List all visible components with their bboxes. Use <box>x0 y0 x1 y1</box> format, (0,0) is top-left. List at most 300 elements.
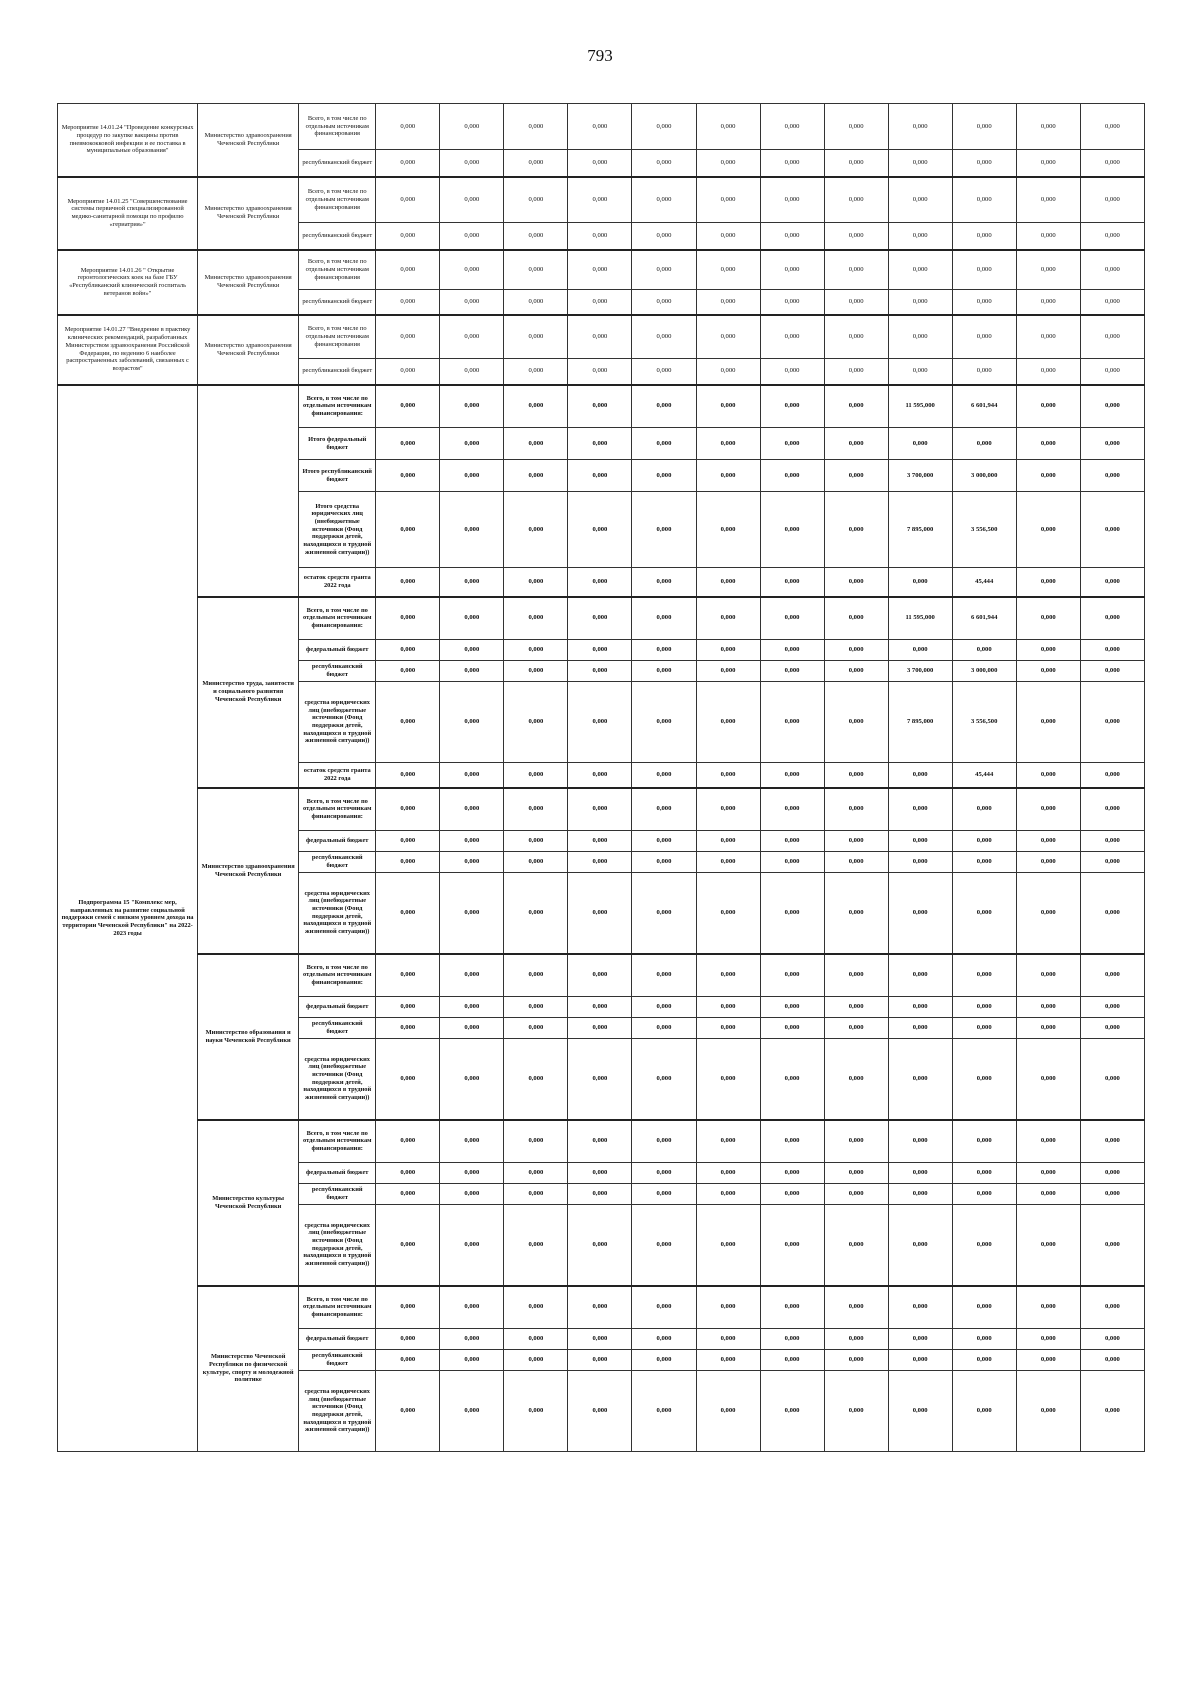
value-cell: 0,000 <box>440 104 504 150</box>
value-cell: 0,000 <box>952 1163 1016 1184</box>
value-cell: 0,000 <box>1080 177 1144 223</box>
funding-source-label: федеральный бюджет <box>299 831 376 852</box>
value-cell: 0,000 <box>632 1184 696 1205</box>
funding-source-label: республиканский бюджет <box>299 1350 376 1371</box>
value-cell: 0,000 <box>504 250 568 290</box>
value-cell: 0,000 <box>696 788 760 831</box>
value-cell: 0,000 <box>568 223 632 250</box>
value-cell: 0,000 <box>952 1120 1016 1163</box>
value-cell: 0,000 <box>440 150 504 177</box>
activity-responsible: Министерство здравоохранения Чеченской Республики <box>198 177 299 250</box>
value-cell: 0,000 <box>504 428 568 460</box>
table-row <box>58 315 1145 359</box>
subprogram-name: Подпрограмма 15 "Комплекс мер, направленных на развитие социальной поддержки семей с низким уровнем дохода на территории Чеченской Республики" на 2022-2023 годы <box>58 385 198 1452</box>
activity-name: Мероприятие 14.01.24 "Проведение конкурсных процедур по закупке вакцины против пневмококковой инфекции и ее поставка в муниципальные образования" <box>58 104 198 177</box>
funding-source-label: федеральный бюджет <box>299 1329 376 1350</box>
value-cell: 0,000 <box>632 1205 696 1286</box>
value-cell: 0,000 <box>504 954 568 997</box>
value-cell: 0,000 <box>824 1018 888 1039</box>
value-cell: 0,000 <box>696 290 760 315</box>
value-cell: 0,000 <box>632 428 696 460</box>
value-cell: 0,000 <box>888 290 952 315</box>
value-cell: 0,000 <box>696 682 760 763</box>
value-cell: 0,000 <box>760 873 824 954</box>
value-cell: 0,000 <box>888 763 952 788</box>
value-cell: 0,000 <box>504 997 568 1018</box>
value-cell: 0,000 <box>952 1039 1016 1120</box>
funding-source-label: Всего, в том числе по отдельным источникам финансирования: <box>299 788 376 831</box>
value-cell: 0,000 <box>1080 954 1144 997</box>
value-cell: 0,000 <box>1080 873 1144 954</box>
value-cell: 0,000 <box>696 831 760 852</box>
value-cell: 0,000 <box>760 661 824 682</box>
value-cell: 0,000 <box>376 104 440 150</box>
value-cell: 0,000 <box>760 223 824 250</box>
value-cell: 0,000 <box>952 104 1016 150</box>
value-cell: 0,000 <box>952 640 1016 661</box>
value-cell: 0,000 <box>888 1371 952 1452</box>
value-cell: 3 556,500 <box>952 492 1016 568</box>
value-cell: 0,000 <box>1080 997 1144 1018</box>
value-cell: 0,000 <box>952 223 1016 250</box>
value-cell: 0,000 <box>440 788 504 831</box>
value-cell: 0,000 <box>696 640 760 661</box>
value-cell: 0,000 <box>696 997 760 1018</box>
value-cell: 0,000 <box>888 1329 952 1350</box>
value-cell: 0,000 <box>1016 428 1080 460</box>
value-cell: 0,000 <box>440 1205 504 1286</box>
value-cell: 0,000 <box>696 177 760 223</box>
value-cell: 0,000 <box>1016 460 1080 492</box>
value-cell: 0,000 <box>504 1120 568 1163</box>
value-cell: 0,000 <box>440 290 504 315</box>
group-responsible: Министерство образования и науки Чеченской Республики <box>198 954 299 1120</box>
table-row <box>58 250 1145 290</box>
value-cell: 0,000 <box>1016 290 1080 315</box>
value-cell: 0,000 <box>696 568 760 597</box>
value-cell: 0,000 <box>1080 428 1144 460</box>
activity-name: Мероприятие 14.01.26 " Открытие геронтологических коек на базе ГБУ «Республиканский клинический госпиталь ветеранов войн»" <box>58 250 198 315</box>
value-cell: 0,000 <box>760 852 824 873</box>
value-cell: 0,000 <box>632 1039 696 1120</box>
value-cell: 0,000 <box>760 359 824 385</box>
value-cell: 0,000 <box>888 1184 952 1205</box>
funding-source-label: республиканский бюджет <box>299 359 376 385</box>
value-cell: 0,000 <box>632 873 696 954</box>
value-cell: 0,000 <box>440 1350 504 1371</box>
value-cell: 0,000 <box>760 1329 824 1350</box>
value-cell: 0,000 <box>1080 492 1144 568</box>
value-cell: 0,000 <box>1016 852 1080 873</box>
funding-source-label: республиканский бюджет <box>299 223 376 250</box>
value-cell: 0,000 <box>824 954 888 997</box>
value-cell: 0,000 <box>888 1018 952 1039</box>
funding-source-label: Всего, в том числе по отдельным источникам финансирования: <box>299 1286 376 1329</box>
value-cell: 0,000 <box>568 1163 632 1184</box>
value-cell: 0,000 <box>760 831 824 852</box>
value-cell: 0,000 <box>1080 788 1144 831</box>
value-cell: 0,000 <box>760 640 824 661</box>
value-cell: 0,000 <box>888 873 952 954</box>
value-cell: 0,000 <box>696 873 760 954</box>
value-cell: 0,000 <box>888 1039 952 1120</box>
value-cell: 0,000 <box>1016 177 1080 223</box>
value-cell: 0,000 <box>376 177 440 223</box>
value-cell: 0,000 <box>824 315 888 359</box>
value-cell: 0,000 <box>504 290 568 315</box>
value-cell: 0,000 <box>632 640 696 661</box>
value-cell: 0,000 <box>440 852 504 873</box>
value-cell: 0,000 <box>952 150 1016 177</box>
value-cell: 0,000 <box>1080 385 1144 428</box>
value-cell: 0,000 <box>696 359 760 385</box>
value-cell: 0,000 <box>376 597 440 640</box>
value-cell: 0,000 <box>632 1163 696 1184</box>
table-row <box>58 1120 1145 1163</box>
value-cell: 0,000 <box>376 1205 440 1286</box>
funding-source-label: республиканский бюджет <box>299 290 376 315</box>
value-cell: 0,000 <box>568 250 632 290</box>
value-cell: 0,000 <box>568 1350 632 1371</box>
value-cell: 0,000 <box>888 852 952 873</box>
value-cell: 11 595,000 <box>888 597 952 640</box>
value-cell: 0,000 <box>440 568 504 597</box>
value-cell: 0,000 <box>1016 1205 1080 1286</box>
value-cell: 0,000 <box>504 1039 568 1120</box>
value-cell: 0,000 <box>1080 460 1144 492</box>
table-row <box>58 597 1145 640</box>
value-cell: 0,000 <box>696 385 760 428</box>
value-cell: 0,000 <box>568 997 632 1018</box>
value-cell: 0,000 <box>760 290 824 315</box>
value-cell: 0,000 <box>632 682 696 763</box>
value-cell: 0,000 <box>760 997 824 1018</box>
value-cell: 0,000 <box>824 385 888 428</box>
value-cell: 0,000 <box>376 1184 440 1205</box>
value-cell: 0,000 <box>1016 954 1080 997</box>
value-cell: 0,000 <box>568 460 632 492</box>
value-cell: 0,000 <box>824 788 888 831</box>
value-cell: 0,000 <box>760 150 824 177</box>
value-cell: 0,000 <box>1080 682 1144 763</box>
value-cell: 0,000 <box>760 428 824 460</box>
value-cell: 0,000 <box>696 250 760 290</box>
value-cell: 0,000 <box>888 177 952 223</box>
table-row <box>58 954 1145 997</box>
value-cell: 0,000 <box>440 1329 504 1350</box>
value-cell: 0,000 <box>1016 831 1080 852</box>
value-cell: 0,000 <box>376 315 440 359</box>
value-cell: 0,000 <box>632 250 696 290</box>
funding-source-label: республиканский бюджет <box>299 852 376 873</box>
value-cell: 0,000 <box>440 1163 504 1184</box>
activity-responsible: Министерство здравоохранения Чеченской Республики <box>198 250 299 315</box>
activity-name: Мероприятие 14.01.27 "Внедрение в практику клинических рекомендаций, разработанных Министерством здравоохранения Российской Федерации, по ведению 6 наиболее распространенных заболеваний, связанных с возрастом" <box>58 315 198 385</box>
value-cell: 0,000 <box>824 150 888 177</box>
value-cell: 0,000 <box>888 1350 952 1371</box>
value-cell: 0,000 <box>1016 1120 1080 1163</box>
value-cell: 0,000 <box>504 150 568 177</box>
value-cell: 0,000 <box>376 568 440 597</box>
value-cell: 0,000 <box>1080 104 1144 150</box>
value-cell: 11 595,000 <box>888 385 952 428</box>
value-cell: 0,000 <box>568 661 632 682</box>
value-cell: 0,000 <box>760 568 824 597</box>
group-responsible: Министерство здравоохранения Чеченской Республики <box>198 788 299 954</box>
value-cell: 0,000 <box>952 1286 1016 1329</box>
value-cell: 0,000 <box>568 763 632 788</box>
value-cell: 0,000 <box>760 250 824 290</box>
value-cell: 3 000,000 <box>952 661 1016 682</box>
value-cell: 0,000 <box>568 359 632 385</box>
value-cell: 0,000 <box>952 954 1016 997</box>
value-cell: 0,000 <box>1016 1018 1080 1039</box>
value-cell: 0,000 <box>888 1120 952 1163</box>
value-cell: 0,000 <box>1016 763 1080 788</box>
value-cell: 0,000 <box>1080 315 1144 359</box>
funding-source-label: Всего, в том числе по отдельным источникам финансирования <box>299 104 376 150</box>
value-cell: 0,000 <box>952 852 1016 873</box>
value-cell: 0,000 <box>376 250 440 290</box>
value-cell: 0,000 <box>440 428 504 460</box>
value-cell: 0,000 <box>952 359 1016 385</box>
value-cell: 0,000 <box>1080 831 1144 852</box>
value-cell: 0,000 <box>824 682 888 763</box>
value-cell: 0,000 <box>632 852 696 873</box>
table-row <box>58 177 1145 223</box>
value-cell: 0,000 <box>952 250 1016 290</box>
value-cell: 0,000 <box>1080 1350 1144 1371</box>
value-cell: 0,000 <box>568 954 632 997</box>
funding-source-label: средства юридических лиц (внебюджетные источники (Фонд поддержки детей, находящихся в трудной жизненной ситуации)) <box>299 1205 376 1286</box>
value-cell: 45,444 <box>952 568 1016 597</box>
value-cell: 0,000 <box>1080 763 1144 788</box>
value-cell: 0,000 <box>952 1350 1016 1371</box>
value-cell: 0,000 <box>760 104 824 150</box>
funding-source-label: республиканский бюджет <box>299 1184 376 1205</box>
value-cell: 0,000 <box>952 428 1016 460</box>
value-cell: 0,000 <box>1016 1286 1080 1329</box>
value-cell: 7 895,000 <box>888 492 952 568</box>
value-cell: 0,000 <box>440 1120 504 1163</box>
value-cell: 0,000 <box>632 763 696 788</box>
value-cell: 0,000 <box>760 492 824 568</box>
value-cell: 0,000 <box>440 1018 504 1039</box>
value-cell: 0,000 <box>376 460 440 492</box>
value-cell: 0,000 <box>568 682 632 763</box>
value-cell: 0,000 <box>504 763 568 788</box>
value-cell: 0,000 <box>952 177 1016 223</box>
value-cell: 3 700,000 <box>888 661 952 682</box>
value-cell: 0,000 <box>760 1286 824 1329</box>
value-cell: 0,000 <box>632 460 696 492</box>
value-cell: 0,000 <box>504 852 568 873</box>
value-cell: 0,000 <box>632 1329 696 1350</box>
value-cell: 0,000 <box>440 873 504 954</box>
funding-source-label: федеральный бюджет <box>299 997 376 1018</box>
value-cell: 0,000 <box>824 1371 888 1452</box>
table-row <box>58 788 1145 831</box>
value-cell: 0,000 <box>888 250 952 290</box>
value-cell: 0,000 <box>376 1018 440 1039</box>
value-cell: 0,000 <box>888 104 952 150</box>
value-cell: 0,000 <box>504 1184 568 1205</box>
value-cell: 0,000 <box>568 640 632 661</box>
funding-source-label: Всего, в том числе по отдельным источникам финансирования: <box>299 1120 376 1163</box>
value-cell: 0,000 <box>632 150 696 177</box>
value-cell: 0,000 <box>696 150 760 177</box>
value-cell: 0,000 <box>376 873 440 954</box>
value-cell: 0,000 <box>824 1120 888 1163</box>
value-cell: 0,000 <box>504 1329 568 1350</box>
value-cell: 0,000 <box>504 223 568 250</box>
value-cell: 0,000 <box>1080 661 1144 682</box>
value-cell: 0,000 <box>504 873 568 954</box>
value-cell: 0,000 <box>696 1163 760 1184</box>
value-cell: 0,000 <box>632 359 696 385</box>
value-cell: 0,000 <box>504 682 568 763</box>
value-cell: 0,000 <box>1016 640 1080 661</box>
value-cell: 0,000 <box>568 385 632 428</box>
value-cell: 0,000 <box>824 1039 888 1120</box>
table-row <box>58 1286 1145 1329</box>
value-cell: 0,000 <box>376 763 440 788</box>
value-cell: 0,000 <box>440 223 504 250</box>
value-cell: 0,000 <box>824 597 888 640</box>
value-cell: 0,000 <box>632 788 696 831</box>
value-cell: 0,000 <box>440 1286 504 1329</box>
value-cell: 0,000 <box>504 640 568 661</box>
value-cell: 0,000 <box>632 661 696 682</box>
value-cell: 0,000 <box>760 385 824 428</box>
value-cell: 0,000 <box>568 1039 632 1120</box>
activity-name: Мероприятие 14.01.25 "Совершенствование системы первичной специализированной медико-санитарной помощи по профилю «гериатрия»" <box>58 177 198 250</box>
value-cell: 0,000 <box>952 1371 1016 1452</box>
value-cell: 0,000 <box>888 640 952 661</box>
value-cell: 0,000 <box>696 1350 760 1371</box>
value-cell: 0,000 <box>1016 104 1080 150</box>
value-cell: 0,000 <box>952 873 1016 954</box>
value-cell: 0,000 <box>696 597 760 640</box>
funding-source-label: средства юридических лиц (внебюджетные источники (Фонд поддержки детей, находящихся в трудной жизненной ситуации)) <box>299 1039 376 1120</box>
value-cell: 0,000 <box>824 568 888 597</box>
value-cell: 0,000 <box>952 831 1016 852</box>
funding-source-label: остаток средств гранта 2022 года <box>299 763 376 788</box>
value-cell: 0,000 <box>1080 1018 1144 1039</box>
value-cell: 0,000 <box>824 428 888 460</box>
value-cell: 0,000 <box>696 661 760 682</box>
value-cell: 0,000 <box>824 460 888 492</box>
value-cell: 0,000 <box>440 1371 504 1452</box>
value-cell: 0,000 <box>696 1371 760 1452</box>
value-cell: 0,000 <box>824 1329 888 1350</box>
value-cell: 0,000 <box>824 223 888 250</box>
value-cell: 0,000 <box>504 359 568 385</box>
value-cell: 0,000 <box>1016 1039 1080 1120</box>
funding-source-label: республиканский бюджет <box>299 661 376 682</box>
value-cell: 0,000 <box>440 661 504 682</box>
value-cell: 0,000 <box>1016 359 1080 385</box>
value-cell: 0,000 <box>376 1120 440 1163</box>
funding-source-label: средства юридических лиц (внебюджетные источники (Фонд поддержки детей, находящихся в трудной жизненной ситуации)) <box>299 873 376 954</box>
value-cell: 0,000 <box>440 640 504 661</box>
value-cell: 0,000 <box>568 290 632 315</box>
value-cell: 0,000 <box>440 315 504 359</box>
value-cell: 0,000 <box>824 873 888 954</box>
value-cell: 6 601,944 <box>952 385 1016 428</box>
value-cell: 0,000 <box>1080 223 1144 250</box>
value-cell: 0,000 <box>952 997 1016 1018</box>
page-number: 793 <box>587 46 613 65</box>
value-cell: 0,000 <box>1016 385 1080 428</box>
value-cell: 0,000 <box>440 1184 504 1205</box>
value-cell: 0,000 <box>504 788 568 831</box>
value-cell: 0,000 <box>824 640 888 661</box>
value-cell: 0,000 <box>504 1286 568 1329</box>
funding-source-label: Всего, в том числе по отдельным источникам финансирования: <box>299 597 376 640</box>
value-cell: 0,000 <box>824 661 888 682</box>
value-cell: 0,000 <box>1016 150 1080 177</box>
value-cell: 0,000 <box>1080 150 1144 177</box>
group-responsible <box>198 385 299 597</box>
value-cell: 0,000 <box>504 661 568 682</box>
value-cell: 0,000 <box>440 250 504 290</box>
value-cell: 0,000 <box>376 997 440 1018</box>
activity-responsible: Министерство здравоохранения Чеченской Республики <box>198 315 299 385</box>
value-cell: 0,000 <box>696 315 760 359</box>
group-responsible: Министерство труда, занятости и социального развития Чеченской Республики <box>198 597 299 788</box>
value-cell: 0,000 <box>504 460 568 492</box>
value-cell: 0,000 <box>888 1163 952 1184</box>
value-cell: 0,000 <box>376 788 440 831</box>
value-cell: 0,000 <box>568 177 632 223</box>
value-cell: 0,000 <box>760 1039 824 1120</box>
value-cell: 0,000 <box>952 315 1016 359</box>
value-cell: 0,000 <box>696 954 760 997</box>
value-cell: 0,000 <box>440 831 504 852</box>
value-cell: 0,000 <box>568 788 632 831</box>
value-cell: 0,000 <box>440 682 504 763</box>
value-cell: 0,000 <box>376 290 440 315</box>
value-cell: 0,000 <box>1016 568 1080 597</box>
value-cell: 0,000 <box>376 1329 440 1350</box>
funding-source-label: Итого федеральный бюджет <box>299 428 376 460</box>
value-cell: 0,000 <box>824 1286 888 1329</box>
value-cell: 0,000 <box>760 788 824 831</box>
value-cell: 0,000 <box>888 1205 952 1286</box>
value-cell: 0,000 <box>696 1329 760 1350</box>
value-cell: 0,000 <box>376 954 440 997</box>
value-cell: 0,000 <box>376 661 440 682</box>
value-cell: 0,000 <box>888 359 952 385</box>
value-cell: 0,000 <box>568 873 632 954</box>
value-cell: 0,000 <box>1016 1371 1080 1452</box>
value-cell: 0,000 <box>696 1120 760 1163</box>
funding-source-label: федеральный бюджет <box>299 1163 376 1184</box>
value-cell: 0,000 <box>632 315 696 359</box>
value-cell: 0,000 <box>1080 640 1144 661</box>
value-cell: 0,000 <box>1016 250 1080 290</box>
value-cell: 0,000 <box>696 223 760 250</box>
value-cell: 0,000 <box>504 831 568 852</box>
value-cell: 0,000 <box>1080 290 1144 315</box>
value-cell: 0,000 <box>1016 1350 1080 1371</box>
value-cell: 0,000 <box>568 492 632 568</box>
value-cell: 0,000 <box>376 1371 440 1452</box>
value-cell: 0,000 <box>1080 250 1144 290</box>
value-cell: 0,000 <box>824 852 888 873</box>
value-cell: 0,000 <box>1080 597 1144 640</box>
